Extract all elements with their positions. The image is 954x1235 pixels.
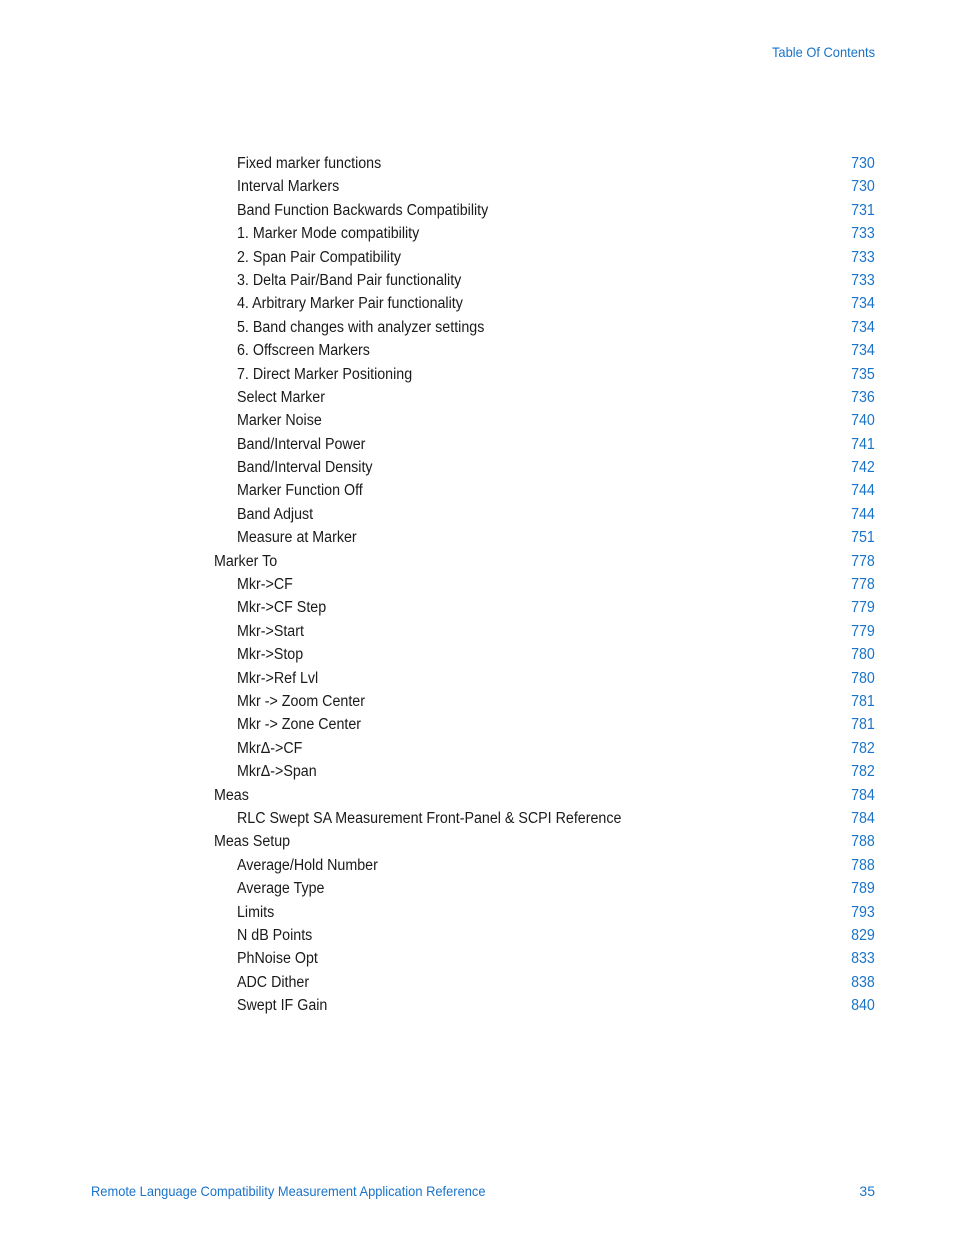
toc-entry-label[interactable]: Mkr->CF	[237, 576, 293, 594]
toc-entry[interactable]	[214, 807, 875, 830]
toc-entry-label[interactable]: 1. Marker Mode compatibility	[237, 225, 420, 243]
toc-entry[interactable]	[214, 386, 875, 409]
toc-entry[interactable]	[214, 924, 875, 947]
toc-entry[interactable]	[214, 316, 875, 339]
toc-entry-label[interactable]: Marker To	[214, 552, 278, 570]
toc-entry-label[interactable]: Select Marker	[237, 388, 325, 406]
toc-entry-page-link[interactable]: 838	[851, 973, 875, 991]
toc-entry-label[interactable]: 4. Arbitrary Marker Pair functionality	[237, 295, 463, 313]
toc-entry-label[interactable]: 5. Band changes with analyzer settings	[237, 318, 485, 336]
toc-entry-page-link[interactable]: 829	[851, 926, 875, 944]
toc-entry-label[interactable]: PhNoise Opt	[237, 950, 318, 968]
toc-entry[interactable]	[214, 784, 875, 807]
toc-entry-label[interactable]: Fixed marker functions	[237, 155, 382, 172]
toc-entry[interactable]	[214, 246, 875, 269]
toc-entry-page-link[interactable]: 782	[851, 763, 875, 781]
toc-entry[interactable]	[214, 175, 875, 198]
toc-entry[interactable]	[214, 690, 875, 713]
toc-entry[interactable]	[214, 292, 875, 315]
toc-entry-page-link[interactable]: 744	[851, 482, 875, 500]
toc-entry-page-link[interactable]: 735	[851, 365, 875, 383]
toc-entry-page-link[interactable]: 744	[851, 505, 875, 523]
toc-entry-label[interactable]: MkrΔ->Span	[237, 763, 317, 781]
toc-entry-page-link[interactable]: 733	[851, 248, 875, 266]
toc-entry-page-link[interactable]: 779	[851, 622, 875, 640]
toc-entry[interactable]	[214, 550, 875, 573]
toc-entry-label[interactable]: Mkr->Start	[237, 622, 304, 640]
toc-entry-label[interactable]: Mkr -> Zoom Center	[237, 692, 365, 710]
toc-entry[interactable]	[214, 503, 875, 526]
toc-entry-page-link[interactable]: 788	[851, 856, 875, 874]
toc-entry-page-link[interactable]: 782	[851, 739, 875, 757]
toc-entry[interactable]	[214, 199, 875, 222]
toc-entry-label[interactable]: Band/Interval Power	[237, 435, 366, 453]
toc-entry[interactable]	[214, 713, 875, 736]
toc-entry[interactable]	[214, 222, 875, 245]
toc-entry-page-link[interactable]: 734	[851, 342, 875, 360]
toc-entry[interactable]	[214, 339, 875, 362]
footer-document-title: Remote Language Compatibility Measurement Application Reference	[91, 1183, 486, 1199]
toc-entry[interactable]	[214, 760, 875, 783]
toc-entry-page-link[interactable]: 793	[851, 903, 875, 921]
toc-entry-label[interactable]: Measure at Marker	[237, 529, 357, 547]
toc-entry[interactable]	[214, 479, 875, 502]
toc-entry-label[interactable]: Meas Setup	[214, 833, 291, 851]
toc-entry-page-link[interactable]: 833	[851, 950, 875, 968]
footer-page-number: 35	[859, 1183, 875, 1199]
toc-entry[interactable]	[214, 737, 875, 760]
toc-entry-label[interactable]: 7. Direct Marker Positioning	[237, 365, 413, 383]
toc-entry-label[interactable]: Mkr->CF Step	[237, 599, 327, 617]
toc-entry-label[interactable]: Band Function Backwards Compatibility	[237, 201, 489, 219]
toc-entry-label[interactable]: 3. Delta Pair/Band Pair functionality	[237, 271, 462, 289]
toc-entry-page-link[interactable]: 780	[851, 669, 875, 687]
toc-entry-page-link[interactable]: 733	[851, 225, 875, 243]
toc-entry-page-link[interactable]: 784	[851, 809, 875, 827]
toc-entry-page-link[interactable]: 742	[851, 459, 875, 477]
toc-entry-page-link[interactable]: 840	[851, 997, 875, 1015]
toc-entry-label[interactable]: Interval Markers	[237, 178, 340, 196]
toc-entry[interactable]	[214, 152, 875, 175]
toc-entry[interactable]	[214, 363, 875, 386]
toc-entry[interactable]	[214, 667, 875, 690]
toc-entry-label[interactable]: Meas	[214, 786, 249, 804]
toc-entry-page-link[interactable]: 734	[851, 318, 875, 336]
toc-entry[interactable]	[214, 830, 875, 853]
toc-entry-label[interactable]: Limits	[237, 903, 275, 921]
toc-entry[interactable]	[214, 994, 875, 1017]
toc-entry-page-link[interactable]: 778	[851, 552, 875, 570]
toc-entry-page-link[interactable]: 784	[851, 786, 875, 804]
toc-entry-page-link[interactable]: 733	[851, 271, 875, 289]
toc-entry-page-link[interactable]: 751	[851, 529, 875, 547]
toc-entry-page-link[interactable]: 789	[851, 880, 875, 898]
toc-entry-label[interactable]: 2. Span Pair Compatibility	[237, 248, 402, 266]
toc-entry-page-link[interactable]: 741	[851, 435, 875, 453]
toc-entry-label[interactable]: Average/Hold Number	[237, 856, 378, 874]
toc-entry-page-link[interactable]: 779	[851, 599, 875, 617]
toc-entry[interactable]	[214, 596, 875, 619]
toc-entry[interactable]	[214, 877, 875, 900]
toc-entry-page-link[interactable]: 734	[851, 295, 875, 313]
toc-entry-label[interactable]: Marker Noise	[237, 412, 322, 430]
toc-entry-label[interactable]: Band Adjust	[237, 505, 314, 523]
toc-entry[interactable]	[214, 573, 875, 596]
toc-entry-label[interactable]: RLC Swept SA Measurement Front-Panel & SCPI Reference	[237, 809, 622, 827]
toc-entry-label[interactable]: Swept IF Gain	[237, 997, 328, 1015]
toc-entry[interactable]	[214, 269, 875, 292]
toc-entry-label[interactable]: ADC Dither	[237, 973, 310, 991]
toc-entry-page-link[interactable]: 740	[851, 412, 875, 430]
toc-entry[interactable]	[214, 854, 875, 877]
toc-entry[interactable]	[214, 456, 875, 479]
toc-entry-page-link[interactable]: 781	[851, 692, 875, 710]
toc-entry-label[interactable]: Mkr->Ref Lvl	[237, 669, 319, 687]
toc-entry[interactable]	[214, 643, 875, 666]
toc-entry-page-link[interactable]: 781	[851, 716, 875, 734]
toc-entry-page-link[interactable]: 788	[851, 833, 875, 851]
toc-entry-label[interactable]: Mkr -> Zone Center	[237, 716, 362, 734]
toc-entry-label[interactable]: Band/Interval Density	[237, 459, 373, 477]
toc-entry-page-link[interactable]: 731	[851, 201, 875, 219]
toc-entry-page-link[interactable]: 778	[851, 576, 875, 594]
toc-entry[interactable]	[214, 409, 875, 432]
toc-entry-page-link[interactable]: 730	[851, 155, 875, 172]
table-of-contents	[214, 152, 875, 1017]
toc-entry-page-link[interactable]: 780	[851, 646, 875, 664]
toc-entry-page-link[interactable]: 736	[851, 388, 875, 406]
toc-entry-label[interactable]: N dB Points	[237, 926, 313, 944]
toc-entry-label[interactable]: 6. Offscreen Markers	[237, 342, 370, 360]
toc-entry-page-link[interactable]: 730	[851, 178, 875, 196]
toc-entry-label[interactable]: Mkr->Stop	[237, 646, 304, 664]
toc-entry-label[interactable]: Marker Function Off	[237, 482, 363, 500]
toc-entry[interactable]	[214, 901, 875, 924]
toc-entry[interactable]	[214, 947, 875, 970]
toc-entry[interactable]	[214, 971, 875, 994]
page-header-title: Table Of Contents	[771, 44, 875, 60]
toc-entry[interactable]	[214, 526, 875, 549]
toc-entry-label[interactable]: Average Type	[237, 880, 325, 898]
toc-entry[interactable]	[214, 433, 875, 456]
toc-entry-label[interactable]: MkrΔ->CF	[237, 739, 303, 757]
toc-entry[interactable]	[214, 620, 875, 643]
